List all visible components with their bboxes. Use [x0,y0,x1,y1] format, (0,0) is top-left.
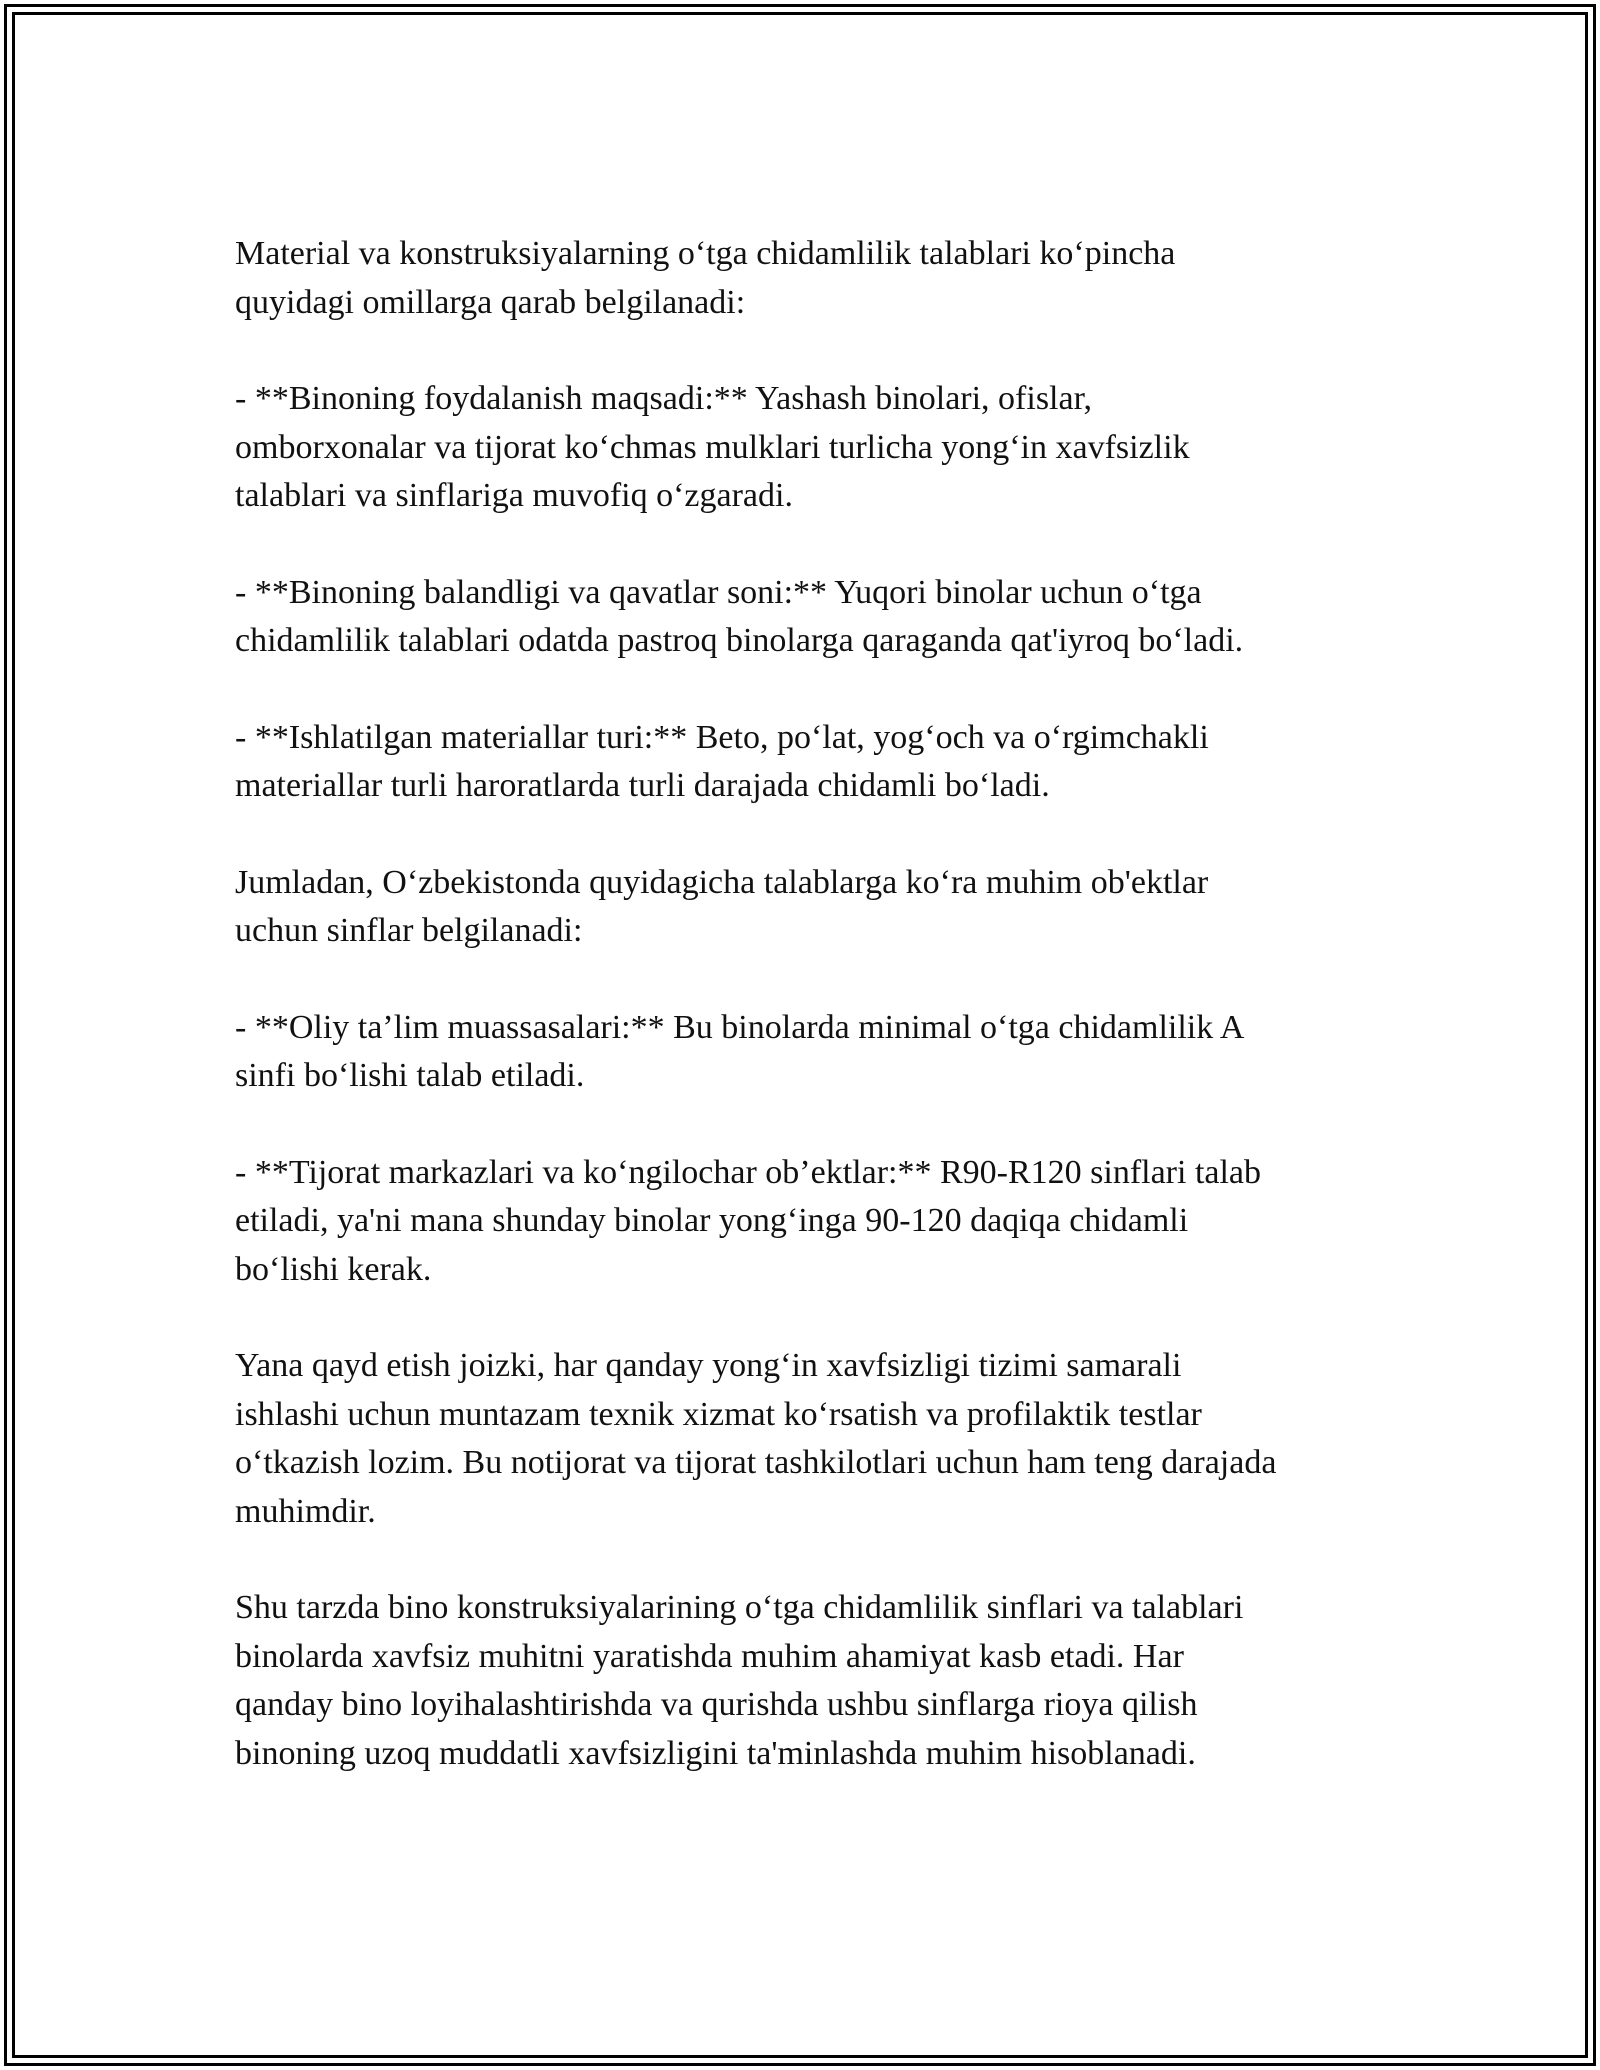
paragraph-bullet-commercial: - **Tijorat markazlari va ko‘ngilochar ob’ektlar:** R90-R120 sinflari talab etiladi, ya'ni mana shunday binolar yong‘inga 90-120 daqiqa chidamli bo‘lishi kerak. [235,1153,1262,1288]
paragraph-intro: Material va konstruksiyalarning o‘tga chidamlilik talablari ko‘pincha quyidagi omillarga qarab belgilanadi: [235,235,1176,321]
paragraph-maintenance: Yana qayd etish joizki, har qanday yong‘in xavfsizligi tizimi samarali ishlashi uchun muntazam texnik xizmat ko‘rsatish va profilaktik testlar o‘tkazish lozim. Bu notijorat va tijorat tashkilotlari uchun ham teng darajada muhimdir. [235,1347,1277,1530]
paragraph-conclusion: Shu tarzda bino konstruksiyalarining o‘tga chidamlilik sinflari va talablari binolarda xavfsiz muhitni yaratishda muhim ahamiyat kasb etadi. Har qanday bino loyihalashtirishda va qurishda ushbu sinflarga rioya qilish binoning uzoq muddatli xavfsizligini ta'minlashda muhim hisoblanadi. [235,1589,1244,1772]
paragraph-bullet-height: - **Binoning balandligi va qavatlar soni:** Yuqori binolar uchun o‘tga chidamlilik talablari odatda pastroq binolarga qaraganda qat'iyroq bo‘ladi. [235,573,1244,659]
paragraph-uzbekistan: Jumladan, O‘zbekistonda quyidagicha talablarga ko‘ra muhim ob'ektlar uchun sinflar belgilanadi: [235,863,1209,949]
paragraph-bullet-materials: - **Ishlatilgan materiallar turi:** Beto, po‘lat, yog‘och va o‘rgimchakli materiallar turli haroratlarda turli darajada chidamli bo‘ladi. [235,718,1209,804]
document-body [235,230,1375,1826]
paragraph-bullet-higher-education: - **Oliy ta’lim muassasalari:** Bu binolarda minimal o‘tga chidamlilik A sinfi bo‘lishi talab etiladi. [235,1008,1245,1094]
paragraph-bullet-purpose: - **Binoning foydalanish maqsadi:** Yashash binolari, ofislar, omborxonalar va tijorat ko‘chmas mulklari turlicha yong‘in xavfsizlik talablari va sinflariga muvofiq o‘zgaradi. [235,380,1190,514]
